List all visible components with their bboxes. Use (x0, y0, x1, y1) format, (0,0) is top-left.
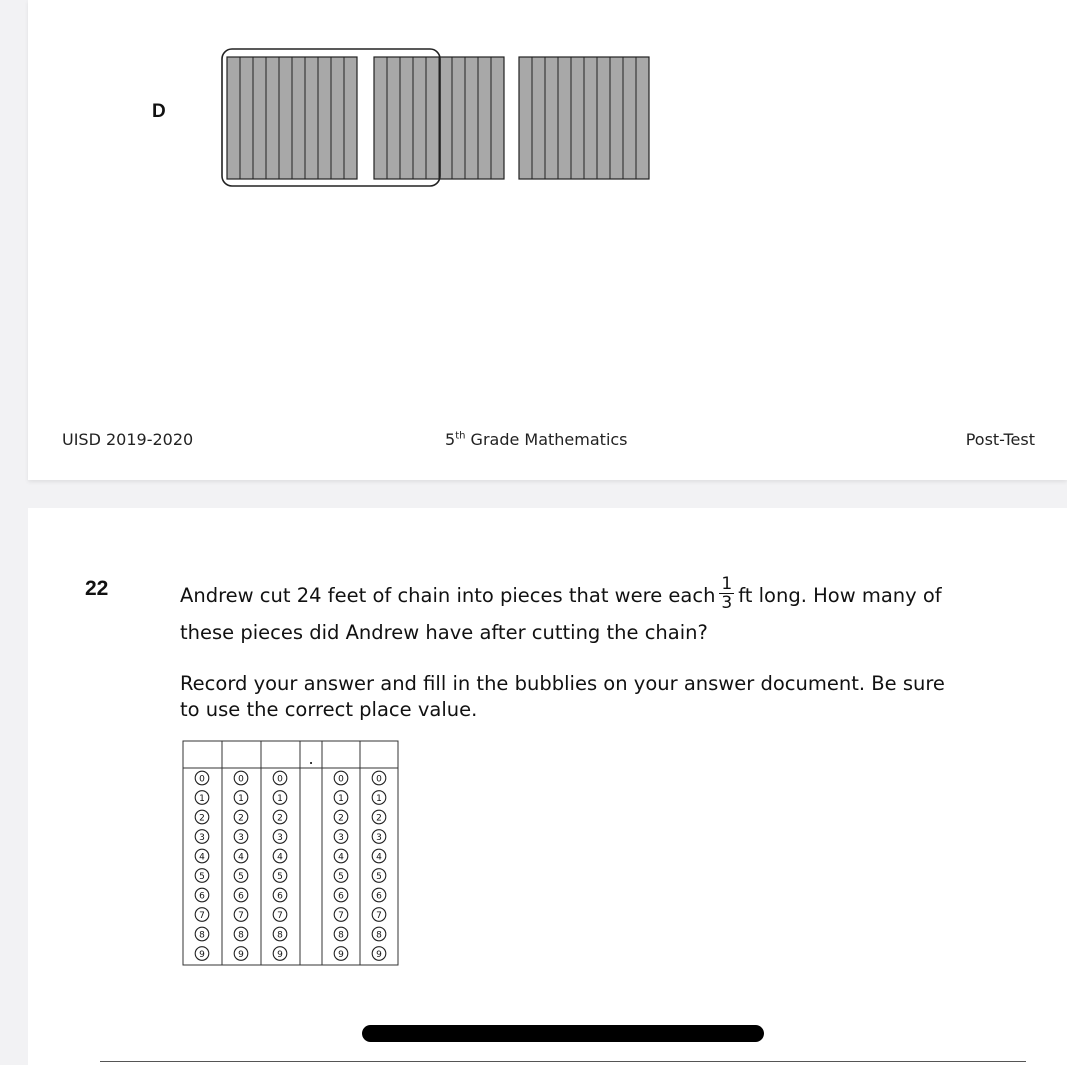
answer-column-5[interactable] (372, 771, 386, 960)
bubble-digit: 9 (338, 949, 344, 960)
answer-option-letter: D (152, 101, 166, 122)
bubble-digit: 0 (376, 774, 382, 785)
answer-column-4[interactable] (334, 771, 348, 960)
footer-subject: 5th Grade Mathematics (445, 430, 628, 449)
bubble-digit: 5 (376, 871, 382, 882)
bubble-digit: 7 (376, 910, 382, 921)
bubble-digit: 1 (338, 793, 344, 804)
bubble-digit: 9 (376, 949, 382, 960)
bubble-digit: 4 (277, 852, 283, 863)
bubble-digit: 1 (376, 793, 382, 804)
bubble-digit: 6 (238, 891, 244, 902)
bubble-digit: 4 (376, 852, 382, 863)
bubble-digit: 3 (238, 832, 244, 843)
bubble-digit: 5 (199, 871, 205, 882)
instruction-line2: to use the correct place value. (180, 698, 478, 721)
bubble-digit: 0 (199, 774, 205, 785)
page-bottom-rule (100, 1061, 1026, 1062)
bubble-digit: 0 (338, 774, 344, 785)
bubble-digit: 4 (199, 852, 205, 863)
bubble-digit: 3 (338, 832, 344, 843)
home-indicator-bar[interactable] (362, 1025, 764, 1042)
answer-column-3[interactable] (273, 771, 287, 960)
bubble-digit: 9 (199, 949, 205, 960)
bubble-digit: 5 (338, 871, 344, 882)
bubble-digit: 5 (238, 871, 244, 882)
bubble-digit: 1 (238, 793, 244, 804)
bubble-digit: 0 (238, 774, 244, 785)
bubble-digit: 3 (376, 832, 382, 843)
bubble-digit: 7 (199, 910, 205, 921)
bubble-digit: 1 (199, 793, 205, 804)
bubble-digit: 1 (277, 793, 283, 804)
bubble-digit: 4 (238, 852, 244, 863)
ten-rod-block (227, 57, 357, 179)
question-number: 22 (85, 577, 109, 600)
bubble-digit: 9 (238, 949, 244, 960)
bubble-digit: 2 (199, 813, 205, 824)
footer-test-name: Post-Test (965, 430, 1035, 449)
bubble-digit: 8 (238, 930, 244, 941)
griddable-answer-grid[interactable] (182, 740, 402, 970)
bubble-digit: 2 (338, 813, 344, 824)
answer-column-1[interactable] (195, 771, 209, 960)
bubble-digit: 7 (277, 910, 283, 921)
bubble-digit: 2 (376, 813, 382, 824)
bubble-digit: 3 (277, 832, 283, 843)
bubble-digit: 9 (277, 949, 283, 960)
bubble-digit: 8 (277, 930, 283, 941)
bubble-digit: 6 (199, 891, 205, 902)
bubble-digit: 8 (376, 930, 382, 941)
decimal-point: . (308, 749, 314, 768)
question-text-line1: Andrew cut 24 feet of chain into pieces that were each $\frac{1}{3}$ ft long. How many of (180, 574, 942, 613)
ten-rod-block (374, 57, 504, 179)
bubble-digit: 7 (338, 910, 344, 921)
footer-school-year: UISD 2019-2020 (62, 430, 194, 449)
bubble-digit: 6 (277, 891, 283, 902)
bubble-digit: 3 (199, 832, 205, 843)
bubble-digit: 0 (277, 774, 283, 785)
bubble-digit: 6 (376, 891, 382, 902)
bubble-digit: 8 (338, 930, 344, 941)
answer-column-2[interactable] (234, 771, 248, 960)
question-text-line2: these pieces did Andrew have after cutting the chain? (180, 621, 708, 644)
bubble-digit: 4 (338, 852, 344, 863)
bubble-digit: 8 (199, 930, 205, 941)
bubble-digit: 2 (238, 813, 244, 824)
bubble-digit: 2 (277, 813, 283, 824)
base-ten-rods-model (0, 0, 700, 200)
instruction-line1: Record your answer and fill in the bubblies on your answer document. Be sure (180, 672, 945, 695)
grid-border (183, 741, 398, 965)
ten-rod-block (519, 57, 649, 179)
fraction-one-third: $\frac{1}{3}$ (721, 574, 733, 613)
bubble-digit: 5 (277, 871, 283, 882)
bubble-digit: 7 (238, 910, 244, 921)
bubble-digit: 6 (338, 891, 344, 902)
